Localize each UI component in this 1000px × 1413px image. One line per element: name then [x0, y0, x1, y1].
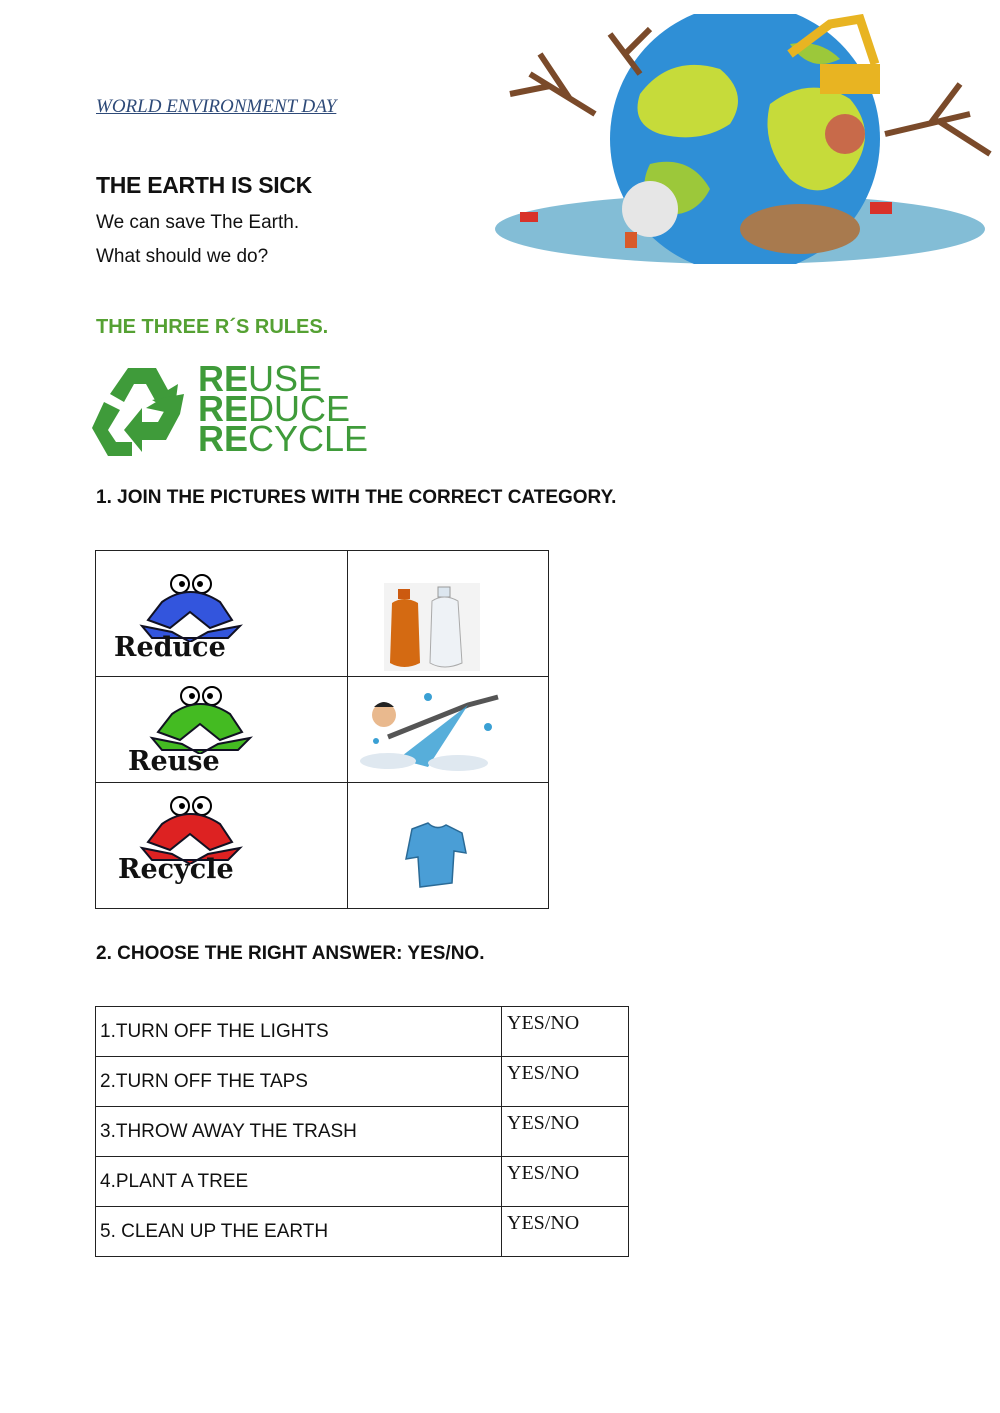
table-row — [96, 1107, 629, 1157]
table-row — [96, 1157, 629, 1207]
picture-cell-t-shirt[interactable] — [348, 783, 549, 909]
answer-cell[interactable]: YES/NO — [502, 1157, 629, 1207]
table-row — [96, 677, 549, 783]
category-cell-reuse[interactable] — [96, 677, 348, 783]
intro-line-1: We can save The Earth. — [96, 212, 300, 233]
statement-cell: 1.TURN OFF THE LIGHTS — [96, 1007, 502, 1057]
logo-word-reduce: REDUCE — [198, 388, 351, 429]
reuse-reduce-recycle-logo — [90, 358, 369, 459]
intro-line-2: What should we do? — [96, 246, 269, 267]
category-label-recycle: Recycle — [118, 853, 234, 885]
answer-cell[interactable]: YES/NO — [502, 1107, 629, 1157]
statement-cell: 5. CLEAN UP THE EARTH — [96, 1207, 502, 1257]
answer-cell[interactable]: YES/NO — [502, 1007, 629, 1057]
logo-word-reuse: REUSE — [198, 358, 323, 399]
yes-no-table — [95, 1006, 629, 1257]
table-row — [96, 1007, 629, 1057]
category-label-reduce: Reduce — [114, 631, 226, 663]
recycle-mascot-green-icon — [142, 684, 262, 754]
table-row — [96, 1207, 629, 1257]
answer-cell[interactable]: YES/NO — [502, 1057, 629, 1107]
answer-cell[interactable]: YES/NO — [502, 1207, 629, 1257]
subtitle: WORLD ENVIRONMENT DAY — [96, 96, 337, 117]
sick-earth-illustration — [490, 14, 1000, 264]
category-cell-reduce[interactable] — [96, 551, 348, 677]
recycle-icon — [90, 362, 194, 456]
logo-word-recycle: RECYCLE — [198, 418, 369, 459]
statement-cell: 3.THROW AWAY THE TRASH — [96, 1107, 502, 1157]
category-label-reuse: Reuse — [128, 745, 220, 777]
statement-cell: 4.PLANT A TREE — [96, 1157, 502, 1207]
category-cell-recycle[interactable] — [96, 783, 348, 909]
three-rs-heading: THE THREE R´S RULES. — [96, 316, 329, 338]
picture-cell-shower[interactable] — [348, 677, 549, 783]
shower-icon — [348, 677, 548, 777]
statement-cell: 2.TURN OFF THE TAPS — [96, 1057, 502, 1107]
matching-table — [95, 550, 549, 909]
exercise-1-question: 1. JOIN THE PICTURES WITH THE CORRECT CATEGORY. — [96, 487, 617, 508]
bottles-icon — [348, 551, 548, 671]
table-row — [96, 551, 549, 677]
page-title: THE EARTH IS SICK — [96, 172, 312, 198]
table-row — [96, 1057, 629, 1107]
t-shirt-icon — [348, 783, 548, 903]
exercise-2-question: 2. CHOOSE THE RIGHT ANSWER: YES/NO. — [96, 943, 485, 964]
picture-cell-bottles[interactable] — [348, 551, 549, 677]
table-row — [96, 783, 549, 909]
